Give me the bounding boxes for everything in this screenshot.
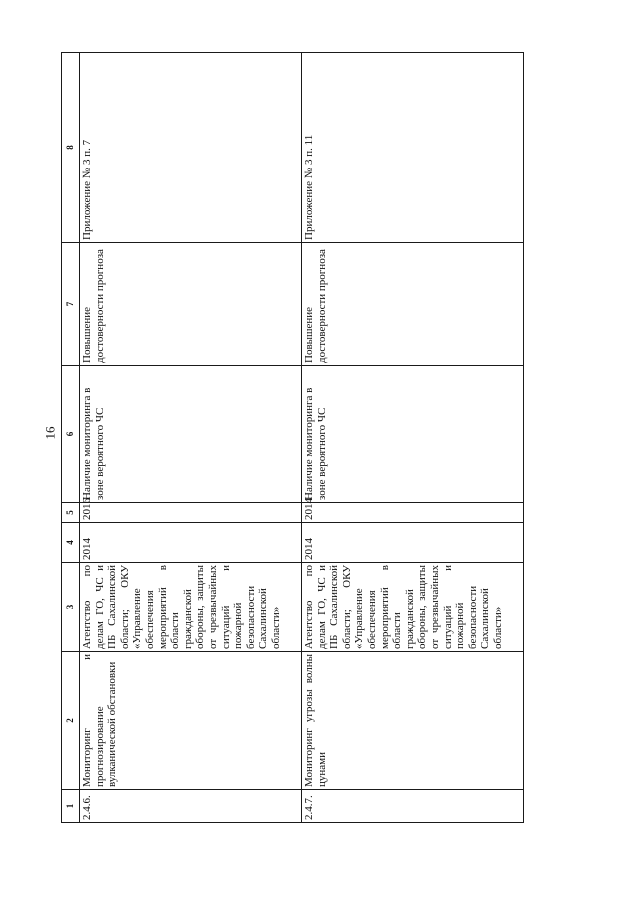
item-code: 2.4.6. xyxy=(80,790,302,823)
effect: Повышение достоверности прогноза xyxy=(302,243,524,366)
table-row xyxy=(302,53,524,823)
table-header-row xyxy=(62,53,80,823)
column-header: 8 xyxy=(62,53,80,243)
executor: Агентство по делам ГО, ЧС и ПБ Сахалинской области; ОКУ «Управление обеспечения мероприятий в области гражданской обороны, защиты от чрезвычайных ситуаций и пожарной безопасности Сахалинской области» xyxy=(302,563,524,652)
column-header: 4 xyxy=(62,523,80,563)
start-year: 2014 xyxy=(302,523,524,563)
end-year: 2016 xyxy=(80,503,302,523)
column-header: 7 xyxy=(62,243,80,366)
column-header: 2 xyxy=(62,652,80,790)
column-header: 6 xyxy=(62,366,80,503)
column-header: 1 xyxy=(62,790,80,823)
page-number: 16 xyxy=(42,426,57,440)
rotated-table-container xyxy=(61,53,526,823)
executor: Агентство по делам ГО, ЧС и ПБ Сахалинской области; ОКУ «Управление обеспечения мероприятий в области гражданской обороны, защиты от чрезвычайных ситуаций и пожарной безопасности Сахалинской области» xyxy=(80,563,302,652)
measures-table xyxy=(61,52,524,823)
expected-result: Наличие мониторинга в зоне вероятного ЧС xyxy=(302,366,524,503)
column-header: 5 xyxy=(62,503,80,523)
end-year: 2014 xyxy=(302,503,524,523)
expected-result: Наличие мониторинга в зоне вероятного ЧС xyxy=(80,366,302,503)
reference: Приложение № 3 п. 11 xyxy=(302,53,524,243)
column-header: 3 xyxy=(62,563,80,652)
measure-name: Мониторинг угрозы волны цунами xyxy=(302,652,524,790)
table-row xyxy=(80,53,302,823)
item-code: 2.4.7. xyxy=(302,790,524,823)
effect: Повышение достоверности прогноза xyxy=(80,243,302,366)
measure-name: Мониторинг и прогнозирование вулканической обстановки xyxy=(80,652,302,790)
reference: Приложение № 3 п. 7 xyxy=(80,53,302,243)
start-year: 2014 xyxy=(80,523,302,563)
